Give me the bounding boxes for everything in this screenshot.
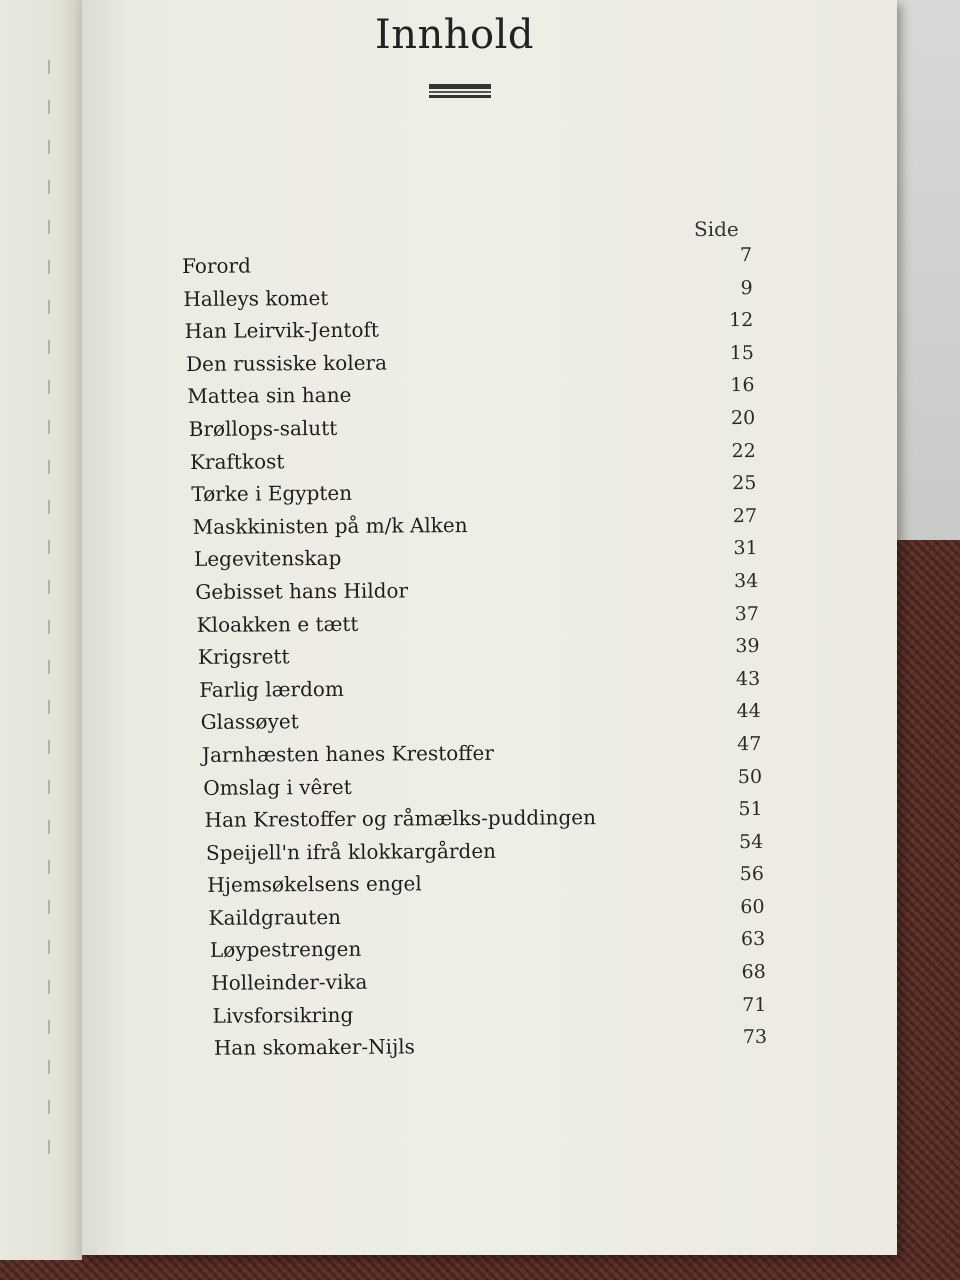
toc-entry-title: Kaildgrauten <box>208 904 342 930</box>
toc-entry-title: Halleys komet <box>183 285 329 311</box>
toc-entry-page: 39 <box>735 635 760 658</box>
toc-entry-page: 22 <box>731 439 756 462</box>
toc-entry-page: 7 <box>739 244 753 267</box>
toc-entry <box>187 895 765 939</box>
toc-entry-page: 9 <box>740 276 753 299</box>
toc-entry <box>186 798 763 841</box>
toc-entry-page: 15 <box>729 341 754 364</box>
toc-entry-title: Kloakken e tætt <box>196 611 359 637</box>
toc-entry <box>187 928 766 971</box>
title-ornament <box>429 84 491 98</box>
toc-entry <box>185 732 762 776</box>
toc-entry-title: Kraftkost <box>189 448 285 474</box>
toc-entry-page: 31 <box>733 537 758 560</box>
toc-entry-title: Løypestrengen <box>209 937 362 963</box>
toc-entry <box>182 244 753 287</box>
page-title: Innhold <box>374 12 535 58</box>
toc-entry-page: 73 <box>742 1026 768 1049</box>
toc-entry-title: Krigsrett <box>197 644 290 670</box>
toc-entry-page: 60 <box>740 895 765 918</box>
table-of-contents <box>182 244 768 1069</box>
toc-entry-title: Han Krestoffer og råmælks-puddingen <box>204 805 597 832</box>
toc-entry <box>185 700 761 743</box>
side-column-label: Side <box>694 217 739 241</box>
toc-entry-page: 44 <box>736 700 761 723</box>
toc-entry <box>186 863 765 906</box>
toc-entry <box>187 961 766 1004</box>
toc-entry-title: Den russiske kolera <box>185 350 388 376</box>
toc-entry-page: 34 <box>734 569 759 593</box>
toc-entry-title: Maskkinisten på m/k Alken <box>192 512 468 539</box>
toc-entry-title: Hjemsøkelsens engel <box>207 871 422 898</box>
toc-entry-page: 56 <box>739 863 765 886</box>
toc-entry <box>183 439 756 483</box>
toc-entry-page: 16 <box>730 374 755 397</box>
toc-entry-page: 43 <box>735 667 761 690</box>
toc-entry-title: Holleinder-vika <box>211 969 368 995</box>
toc-entry-title: Mattea sin hane <box>187 383 352 409</box>
toc-entry-title: Speijell'n ifrå klokkargården <box>205 838 497 865</box>
toc-entry <box>184 504 758 548</box>
toc-entry-page: 63 <box>740 928 766 951</box>
toc-entry-page: 27 <box>732 504 758 527</box>
toc-entry <box>184 472 757 515</box>
toc-entry-title: Han skomaker-Nijls <box>213 1034 415 1061</box>
toc-entry-title: Legevitenskap <box>193 546 342 572</box>
toc-entry <box>185 667 761 711</box>
toc-entry-page: 54 <box>739 830 764 853</box>
toc-entry-title: Han Leirvik-Jentoft <box>184 317 379 344</box>
toc-entry-page: 12 <box>729 309 754 332</box>
toc-entry <box>187 1026 768 1069</box>
toc-entry-page: 47 <box>737 732 762 756</box>
toc-entry <box>185 602 759 646</box>
toc-entry-page: 37 <box>734 602 759 625</box>
toc-entry <box>186 830 764 874</box>
toc-entry-title: Forord <box>182 253 251 278</box>
toc-entry-title: Brøllops-salutt <box>188 415 338 441</box>
toc-entry <box>183 374 755 417</box>
toc-entry-page: 50 <box>737 765 763 788</box>
toc-entry-title: Livsforsikring <box>212 1002 354 1028</box>
toc-entry-title: Jarnhæsten hanes Krestoffer <box>201 740 494 767</box>
toc-entry-page: 20 <box>730 406 756 430</box>
toc-entry-title: Farlig lærdom <box>199 676 344 702</box>
binding-stitches <box>48 60 50 1160</box>
toc-entry-title: Glassøyet <box>200 709 299 735</box>
left-page <box>0 0 82 1260</box>
toc-entry <box>182 309 754 352</box>
toc-entry <box>183 341 754 385</box>
toc-entry <box>184 537 758 580</box>
toc-entry-page: 71 <box>742 993 767 1016</box>
toc-entry <box>185 635 760 678</box>
toc-entry-page: 25 <box>732 472 757 495</box>
toc-entry <box>186 765 763 809</box>
toc-entry-page: 68 <box>741 961 766 984</box>
toc-entry <box>183 406 756 450</box>
book-page <box>82 0 897 1255</box>
toc-entry-title: Omslag i vêret <box>203 774 352 800</box>
toc-entry <box>182 276 753 320</box>
toc-entry <box>187 993 767 1037</box>
toc-entry-title: Gebisset hans Hildor <box>195 578 409 604</box>
toc-entry-title: Tørke i Egypten <box>191 480 353 507</box>
toc-entry <box>184 569 759 613</box>
toc-entry-page: 51 <box>738 798 763 821</box>
